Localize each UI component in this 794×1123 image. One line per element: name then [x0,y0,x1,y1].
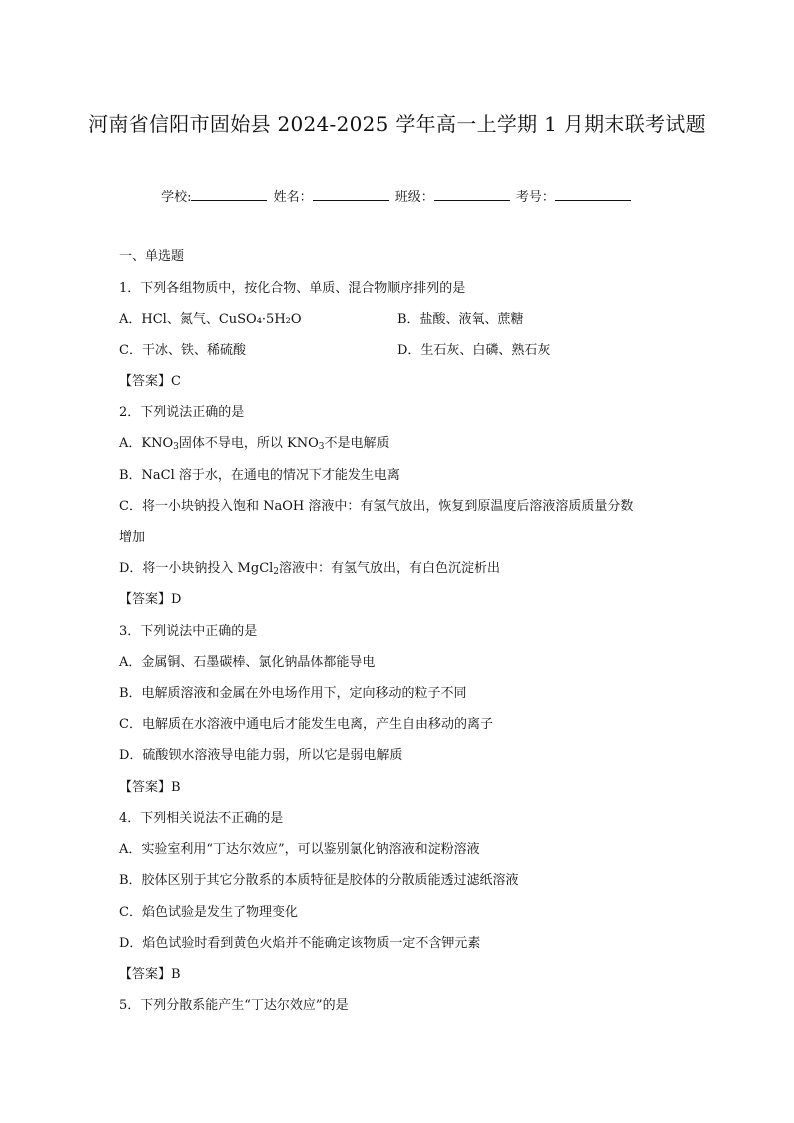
number-label: 考号： [515,190,555,205]
q2-a-text: A．KNO [119,436,174,451]
q3-option-d: D．硫酸钡水溶液导电能力弱，所以它是弱电解质 [119,748,403,763]
q4-option-c: C．焰色试验是发生了物理变化 [119,905,298,920]
q2-option-a [119,434,390,454]
q5-stem: 5．下列分散系能产生“丁达尔效应”的是 [119,998,349,1013]
q2-stem: 2．下列说法正确的是 [119,405,245,420]
q3-stem: 3．下列说法中正确的是 [119,624,258,639]
q3-option-b: B．电解质溶液和金属在外电场作用下，定向移动的粒子不同 [119,686,467,701]
q2-option-c: C．将一小块钠投入饱和 NaOH 溶液中：有氢气放出，恢复到原温度后溶液溶质质量分数 [119,499,634,514]
q3-answer: 【答案】B [119,780,181,795]
q1-stem: 1．下列各组物质中，按化合物、单质、混合物顺序排列的是 [119,281,466,296]
q2-a-text: 固体不导电，所以 KNO [178,436,319,451]
q2-d-text: 溶液中：有氢气放出，有白色沉淀析出 [279,561,501,576]
subscript: 2 [273,567,280,577]
q4-option-a: A．实验室利用“丁达尔效应”，可以鉴别氯化钠溶液和淀粉溶液 [119,842,480,857]
number-blank[interactable] [555,188,631,201]
q1-option-a: A．HCl、氮气、CuSO₄·5H₂O [119,312,302,327]
class-blank[interactable] [434,188,510,201]
page-title: 河南省信阳市固始县 2024-2025 学年高一上学期 1 月期末联考试题 [88,112,706,136]
q1-answer: 【答案】C [119,374,181,389]
q4-stem: 4．下列相关说法不正确的是 [119,811,284,826]
q2-option-d [119,559,500,579]
subscript: 3 [173,442,179,452]
student-info-line [0,186,794,205]
section-heading: 一、单选题 [119,249,185,264]
q1-option-d: D．生石灰、白磷、熟石灰 [397,343,551,358]
q2-a-text: 不是电解质 [324,436,390,451]
name-label: 姓名： [273,190,313,205]
q2-answer: 【答案】D [119,592,182,607]
school-blank[interactable] [191,188,267,201]
school-label: 学校: [161,190,192,205]
q3-option-a: A．金属铜、石墨碳棒、氯化钠晶体都能导电 [119,655,376,670]
q2-option-c-continued: 增加 [119,530,146,545]
q4-option-b: B．胶体区别于其它分散系的本质特征是胶体的分散质能透过滤纸溶液 [119,873,519,888]
q1-option-c: C．干冰、铁、稀硫酸 [119,343,246,358]
q4-answer: 【答案】B [119,967,181,982]
subscript: 3 [318,442,325,452]
name-blank[interactable] [313,188,389,201]
q2-option-b: B．NaCl 溶于水，在通电的情况下才能发生电离 [119,468,400,483]
q2-d-text: D．将一小块钠投入 MgCl [119,561,274,576]
q4-option-d: D．焰色试验时看到黄色火焰并不能确定该物质一定不含钾元素 [119,936,481,951]
q1-option-b: B．盐酸、液氧、蔗糖 [397,312,524,327]
class-label: 班级： [394,190,434,205]
q3-option-c: C．电解质在水溶液中通电后才能发生电离，产生自由移动的离子 [119,717,493,732]
